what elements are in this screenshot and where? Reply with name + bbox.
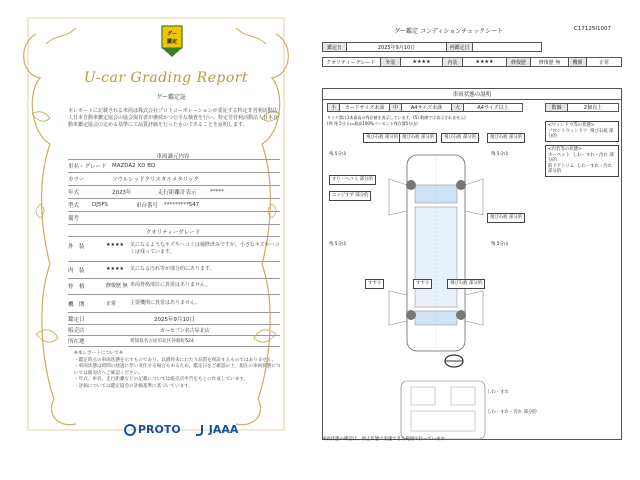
grade-row-interior: [68, 266, 280, 274]
shop-label: 販売店: [68, 328, 85, 334]
mileage-value: *****: [210, 189, 224, 195]
date-label: 鑑定日: [323, 43, 347, 51]
certificate-notes: [74, 351, 282, 390]
document-number: C17125I1007: [574, 26, 611, 32]
size-large-desc: A4サイズ以上: [477, 105, 509, 111]
tire-note: タイヤ溝は1本最高の残存値を表示しています。(5) 数値では表示されません): [327, 115, 466, 120]
tire-tag-fl: 残 5分山: [329, 152, 347, 157]
brand-logos: [124, 423, 238, 436]
date-label: 鑑定日: [68, 317, 85, 323]
condition-check-sheet: [322, 26, 622, 446]
grade-label: 内 装: [68, 268, 85, 274]
divider: [68, 278, 280, 279]
type-row: [68, 199, 280, 211]
damage-tag-rear-l: すず小: [365, 279, 384, 289]
damage-tag-fl-fender: 飛び石痕 部分的: [363, 133, 401, 143]
notes-heading: ※本レポートについて※: [74, 351, 123, 356]
interior-tag-2: しわ・すれ・汚れ 部分的: [487, 410, 537, 415]
mileage-label: 走行距離計表示: [158, 190, 197, 196]
engine-label: 機関: [569, 58, 587, 66]
count-label: 数個: [546, 104, 568, 111]
size-mid-label: 中: [390, 104, 402, 111]
window-condition-box: <ウィンドウ等の状態> フロントウィンドウ 飛び石痕 部分的: [545, 121, 619, 142]
damage-tag-hood-r: 飛び石痕 部分的: [441, 133, 479, 143]
grade-label: クオリティーグレード: [323, 58, 381, 66]
engine-value: 正常: [598, 59, 609, 66]
model-label: 車名・グレード: [68, 164, 107, 170]
count-legend-table: [545, 103, 619, 112]
grade-stars: 正常: [106, 301, 117, 307]
tire-tag-fr: 残 5分山: [491, 152, 509, 157]
divider: [68, 294, 280, 295]
interior-label: 内装: [443, 58, 463, 66]
re-appraisal-label: 再鑑定日: [447, 43, 473, 51]
note-item: ・鑑定時点の車両状態を示すものであり、以降将来にわたり品質を保証するものではありません。: [74, 357, 277, 363]
frame-value: 修復歴 無: [531, 58, 569, 66]
tire-tag-rl: 残 5分山: [329, 242, 347, 247]
grade-note: 車両骨格部位に異常はありません。: [130, 282, 211, 288]
grade-note: 気になる汚れ等が部分的にあります。: [130, 266, 215, 272]
note-item: ・車両状態は時間の経過に伴い変化する場合もあるため、鑑定日をご確認の上、現在の車両状態については販売店へご確認ください。: [74, 364, 281, 376]
grade-stars: ★★★★: [106, 242, 124, 248]
damage-tag-left-door: すり・ヘコミ 部分的: [329, 175, 376, 185]
note-item: ・年式、車名、走行距離などの記載については販売店申告をもとに作成しています。: [74, 377, 249, 382]
certificate-title: U-car Grading Report: [83, 70, 249, 86]
size-mid-desc: A4サイズ未満: [402, 104, 452, 111]
proto-wordmark: PROTO: [138, 423, 181, 436]
certificate-subtitle: グー鑑定証: [155, 94, 186, 101]
quality-section-heading: クオリティーグレード: [145, 230, 201, 236]
proto-mark-icon: [124, 424, 136, 436]
size-large-label: 大: [452, 104, 464, 111]
damage-tag-fr-fender: 飛び石痕 部分的: [487, 133, 525, 143]
model-value: MAZDA2 XD BD: [112, 163, 156, 169]
grading-certificate: [6, 4, 306, 444]
vehicle-condition-panel: [322, 88, 622, 440]
date-table: [322, 42, 542, 52]
damage-tag-rear-c: すず小: [413, 279, 432, 289]
size-small-desc: カードサイズ未満: [340, 104, 390, 111]
grade-label: 機 関: [68, 302, 85, 308]
size-legend-table: [327, 103, 523, 112]
certificate-intro: 本レポートに記載される車両は株式会社プロトコーポレーションが委託する特定非営利活動法人日本自動車鑑定協会の協会保有者が継続かつ公平な検査を行い、特定非営利活動法人日本自動車鑑定協会の定める基準にて品質評価を行ったものであることを証明します。: [68, 108, 279, 128]
year-row: [68, 186, 280, 198]
size-small-label: 小: [328, 104, 340, 111]
date-value: 2025年9月10日: [347, 43, 447, 51]
proto-logo: [124, 423, 181, 436]
grade-note: 主要機関に異常はありません。: [130, 300, 201, 306]
exterior-label: 外装: [381, 58, 401, 66]
tire-note-example: (例 残 5分 山=最高100%パーセント残存溝5分山): [327, 121, 418, 126]
goo-appraisal-badge-icon: [157, 24, 187, 60]
tire-tag-rr: 残 5分山: [491, 242, 509, 247]
remarks-row: [68, 212, 280, 224]
grade-label: 外 装: [68, 244, 85, 250]
count-value: 2個以上: [583, 105, 603, 111]
car-topview-diagram: [381, 145, 491, 363]
jaaa-wordmark: JAAA: [208, 423, 239, 436]
frame-label: 修復歴: [507, 58, 531, 66]
grade-row-engine: [68, 300, 280, 308]
damage-tag-right-door-2: 飛び石痕 部分的: [487, 213, 525, 223]
note-item: ・評価については鑑定協会の評価基準に基づいています。: [74, 383, 193, 389]
grade-stars: 修復歴 無: [106, 283, 128, 289]
grade-table: [322, 57, 622, 67]
address-value: 愛知県名古屋市北区谷鹿町524: [130, 339, 194, 344]
sheet-title: グー鑑定 コンディションチェックシート: [394, 28, 504, 35]
svg-text:鑑定: 鑑定: [166, 39, 178, 45]
damage-tag-rear-r: 飛び石痕 部分的: [447, 279, 485, 289]
color-value: ソウルレッドクリスタルメタリック: [112, 177, 200, 183]
color-row: [68, 173, 280, 185]
shop-value: カーセブン名古屋北店: [160, 327, 210, 334]
steering-wheel-icon: [443, 353, 465, 369]
jaaa-logo: [195, 423, 239, 436]
grade-stars: ★★★★: [106, 266, 124, 272]
exterior-stars: ★★★★: [401, 58, 443, 66]
interior-tag-1: しわ・すれ: [487, 390, 509, 395]
date-value: 2025年9月10日: [154, 317, 195, 323]
vehicle-section-heading: 車両識元内容: [156, 154, 190, 160]
jaaa-mark-icon: [195, 424, 206, 436]
legend-title: 車両状態の説明: [323, 89, 621, 100]
color-label: カラー: [68, 177, 85, 183]
type-label: 型式: [68, 203, 80, 209]
damage-tag-right-door: エッジすず 部分的: [329, 191, 371, 201]
divider: [68, 224, 280, 225]
address-label: 所在地: [68, 339, 85, 345]
year-value: 2023年: [112, 190, 132, 196]
vin-value: *********547: [164, 202, 200, 208]
grade-row-exterior: [68, 242, 280, 255]
interior-stars: ★★★★: [463, 58, 507, 66]
sheet-footer-note: 車両状態の確認は、停止状態で実施できる範囲で行っています: [322, 437, 445, 442]
svg-text:グー: グー: [166, 31, 178, 37]
grade-row-frame: [68, 282, 280, 290]
grade-note: 気になるようなキズやヘコミは補修済みですが、小さなキズやヘコミは残っています。: [130, 242, 280, 255]
divider: [68, 236, 280, 237]
type-value: DJ5FS: [92, 202, 108, 208]
damage-tag-hood-l: 飛び石痕 部分的: [399, 133, 437, 143]
re-appraisal-value: [473, 43, 541, 51]
model-row: [68, 160, 280, 172]
remarks-label: 備考: [68, 216, 80, 222]
interior-layout-diagram: [393, 379, 493, 441]
year-label: 年式: [68, 190, 80, 196]
divider: [68, 346, 280, 347]
vin-label: 車台番号: [136, 203, 159, 209]
interior-condition-box: <内装等の状態> カーペット しわ・すれ・汚れ 部分的 前ドアトリム しわ・すれ・汚れ 部分的: [545, 145, 619, 177]
divider: [68, 261, 280, 262]
grade-label: 骨 格: [68, 284, 85, 290]
